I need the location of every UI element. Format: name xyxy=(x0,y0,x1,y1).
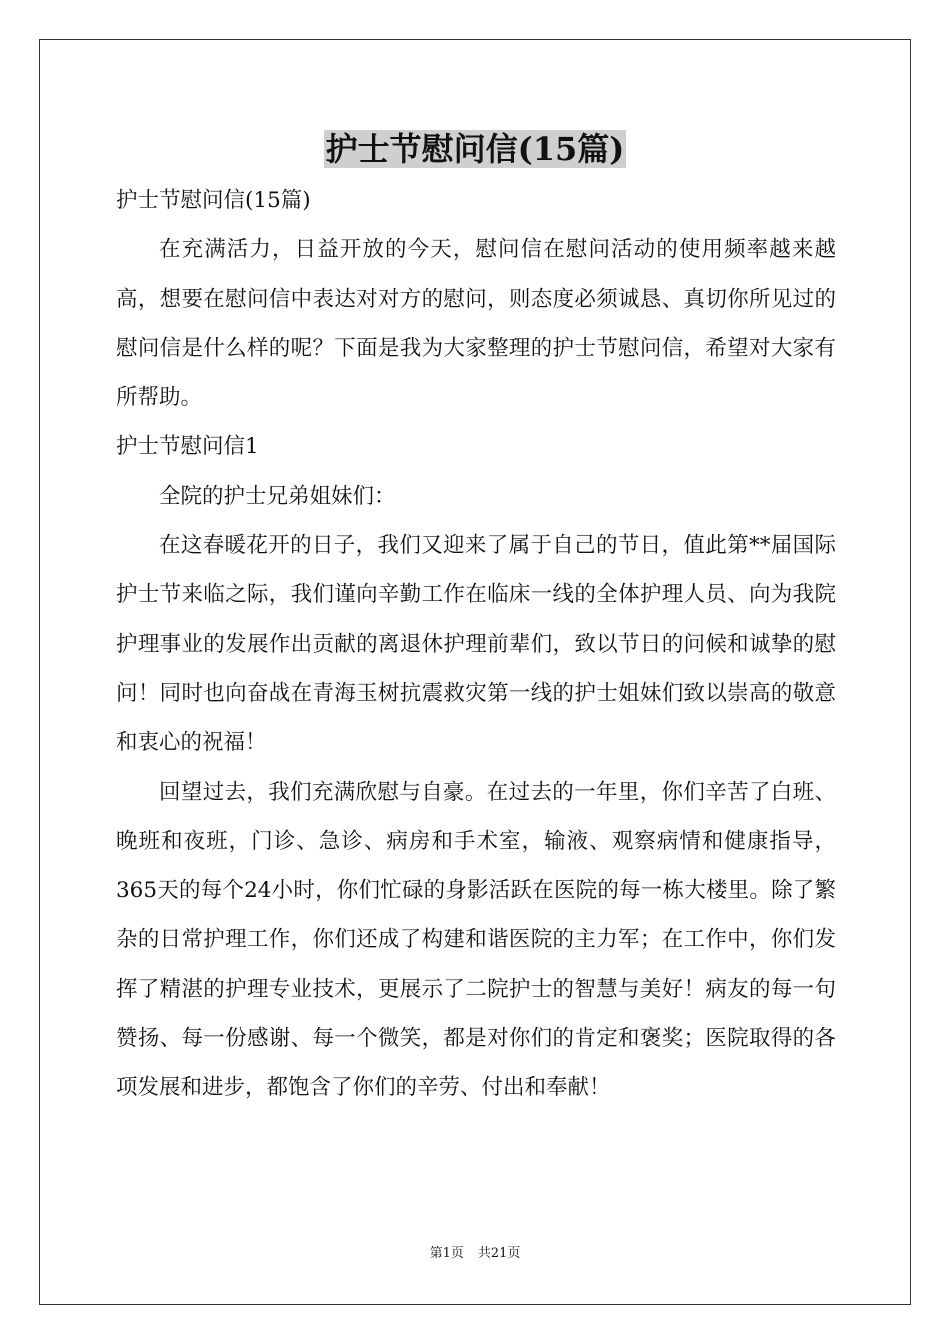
section-heading-letter-1: 护士节慰问信1 xyxy=(116,434,259,460)
paragraph-salutation: 全院的护士兄弟姐妹们： xyxy=(159,483,396,509)
document-title xyxy=(0,126,950,172)
paragraph-review: 回望过去，我们充满欣慰与自豪。在过去的一年里，你们辛苦了白班、晚班和夜班，门诊、急诊、病房和手术室，输液、观察病情和健康指导，365天的每个24小时，你们忙碌的身影活跃在医院的每一栋大楼里。除了繁杂的日常护理工作，你们还成了构建和谐医院的主力军；在工作中，你们发挥了精湛的护理专业技术，更展示了二院护士的智慧与美好！病友的每一句赞扬、每一份感谢、每一个微笑，都是对你们的肯定和褒奖；医院取得的各项发展和进步，都饱含了你们的辛劳、付出和奉献！ xyxy=(116,779,836,1101)
page-number: 第1页 xyxy=(429,1246,464,1261)
paragraph-intro: 在充满活力，日益开放的今天，慰问信在慰问活动的使用频率越来越高，想要在慰问信中表达对对方的慰问，则态度必须诚恳、真切你所见过的慰问信是什么样的呢？下面是我为大家整理的护士节慰问信，希望对大家有所帮助。 xyxy=(116,237,836,411)
page-footer xyxy=(0,1244,950,1264)
document-body xyxy=(116,176,836,1113)
document-title-text: 护士节慰问信(15篇) xyxy=(325,130,625,168)
paragraph-greeting: 在这春暖花开的日子，我们又迎来了属于自己的节日，值此第**届国际护士节来临之际，我们谨向辛勤工作在临床一线的全体护理人员、向为我院护理事业的发展作出贡献的离退休护理前辈们，致以节日的问候和诚挚的慰问！同时也向奋战在青海玉树抗震救灾第一线的护士姐妹们致以崇高的敬意和衷心的祝福！ xyxy=(116,533,836,756)
page-total: 共21页 xyxy=(477,1246,521,1261)
paragraph-subtitle: 护士节慰问信(15篇) xyxy=(116,188,311,213)
